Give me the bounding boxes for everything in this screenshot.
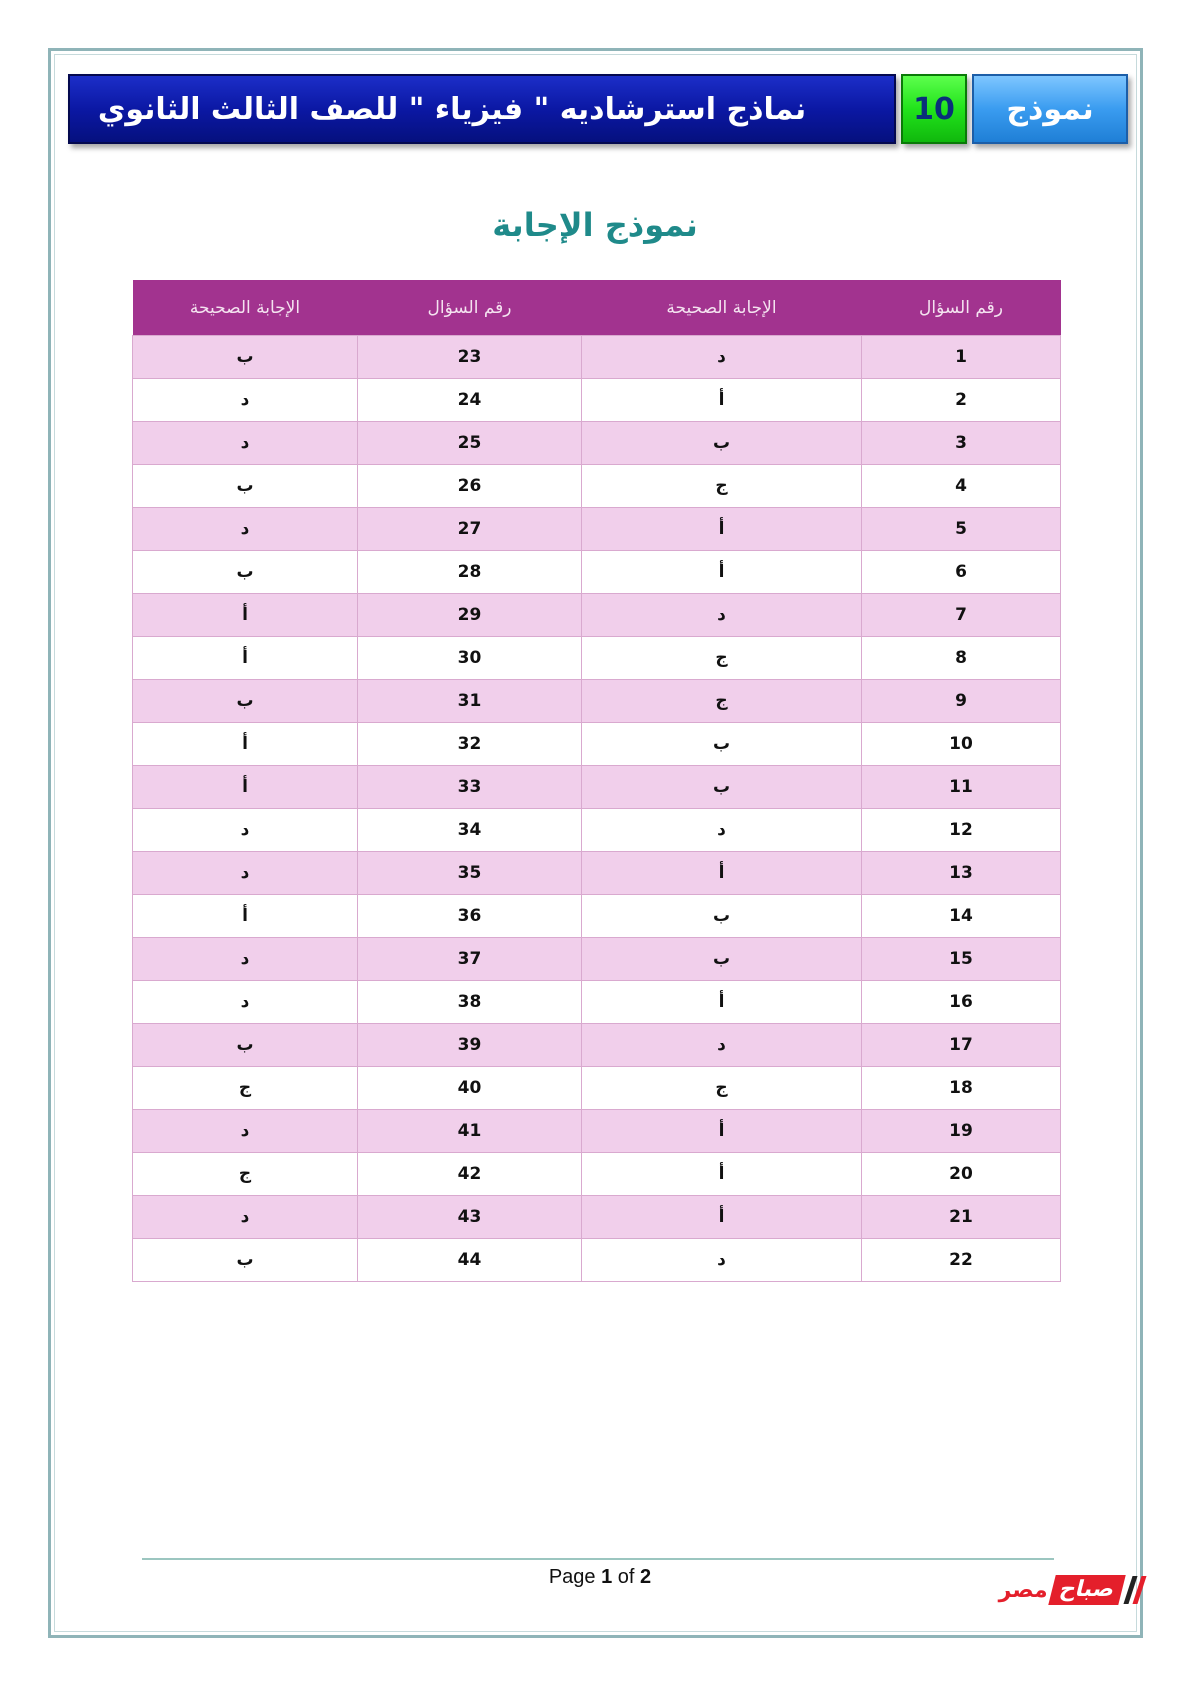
- page-current: 1: [601, 1566, 613, 1588]
- answer-key-heading: نموذج الإجابة: [492, 206, 698, 244]
- question-number-cell: 28: [358, 551, 582, 594]
- table-row: [133, 1110, 1061, 1153]
- correct-answer-cell: د: [582, 1239, 862, 1282]
- correct-answer-cell: ب: [133, 680, 358, 723]
- table-row: [133, 1067, 1061, 1110]
- correct-answer-cell: أ: [133, 895, 358, 938]
- question-number-cell: 44: [358, 1239, 582, 1282]
- table-row: [133, 981, 1061, 1024]
- sabah-masr-logo: [952, 1572, 1142, 1608]
- correct-answer-cell: ب: [133, 465, 358, 508]
- question-number-cell: 6: [862, 551, 1061, 594]
- question-number-cell: 34: [358, 809, 582, 852]
- question-number-cell: 13: [862, 852, 1061, 895]
- question-number-cell: 5: [862, 508, 1061, 551]
- header-correct-answer: الإجابة الصحيحة: [133, 280, 358, 336]
- question-number-cell: 12: [862, 809, 1061, 852]
- correct-answer-cell: ب: [133, 1239, 358, 1282]
- table-row: [133, 895, 1061, 938]
- correct-answer-cell: ج: [582, 465, 862, 508]
- table-row: [133, 1239, 1061, 1282]
- correct-answer-cell: ج: [133, 1067, 358, 1110]
- correct-answer-cell: أ: [133, 723, 358, 766]
- question-number-cell: 4: [862, 465, 1061, 508]
- correct-answer-cell: ب: [582, 895, 862, 938]
- header-question-number: رقم السؤال: [358, 280, 582, 336]
- document-title: نماذج استرشاديه " فيزياء " للصف الثالث الثانوي: [68, 74, 896, 144]
- question-number-cell: 17: [862, 1024, 1061, 1067]
- model-label-badge: نموذج: [972, 74, 1128, 144]
- question-number-cell: 42: [358, 1153, 582, 1196]
- question-number-cell: 31: [358, 680, 582, 723]
- question-number-cell: 9: [862, 680, 1061, 723]
- table-row: [133, 1153, 1061, 1196]
- correct-answer-cell: د: [582, 809, 862, 852]
- question-number-cell: 8: [862, 637, 1061, 680]
- correct-answer-cell: أ: [582, 1196, 862, 1239]
- table-row: [133, 594, 1061, 637]
- correct-answer-cell: أ: [582, 551, 862, 594]
- correct-answer-cell: أ: [133, 594, 358, 637]
- question-number-cell: 32: [358, 723, 582, 766]
- question-number-cell: 23: [358, 336, 582, 379]
- correct-answer-cell: ب: [582, 766, 862, 809]
- table-row: [133, 680, 1061, 723]
- question-number-cell: 20: [862, 1153, 1061, 1196]
- correct-answer-cell: أ: [582, 981, 862, 1024]
- table-row: [133, 422, 1061, 465]
- correct-answer-cell: د: [582, 336, 862, 379]
- question-number-cell: 19: [862, 1110, 1061, 1153]
- table-row: [133, 938, 1061, 981]
- question-number-cell: 2: [862, 379, 1061, 422]
- table-row: [133, 379, 1061, 422]
- question-number-cell: 25: [358, 422, 582, 465]
- question-number-cell: 26: [358, 465, 582, 508]
- page-indicator: [500, 1566, 700, 1589]
- logo-masr-text: مصر: [998, 1577, 1048, 1603]
- table-row: [133, 336, 1061, 379]
- logo-sabah-text: صباح: [1048, 1575, 1126, 1605]
- answer-table-body: [133, 336, 1061, 1282]
- table-row: [133, 1196, 1061, 1239]
- question-number-cell: 40: [358, 1067, 582, 1110]
- answer-table: [132, 280, 1061, 1282]
- correct-answer-cell: أ: [582, 1110, 862, 1153]
- correct-answer-cell: ج: [582, 637, 862, 680]
- correct-answer-cell: ب: [133, 551, 358, 594]
- header-question-number: رقم السؤال: [862, 280, 1061, 336]
- table-row: [133, 465, 1061, 508]
- correct-answer-cell: د: [133, 379, 358, 422]
- question-number-cell: 24: [358, 379, 582, 422]
- correct-answer-cell: د: [133, 508, 358, 551]
- question-number-cell: 1: [862, 336, 1061, 379]
- question-number-cell: 41: [358, 1110, 582, 1153]
- question-number-cell: 11: [862, 766, 1061, 809]
- page-prefix: Page: [548, 1566, 596, 1588]
- correct-answer-cell: ب: [582, 938, 862, 981]
- question-number-cell: 21: [862, 1196, 1061, 1239]
- table-row: [133, 1024, 1061, 1067]
- correct-answer-cell: ج: [582, 680, 862, 723]
- question-number-cell: 33: [358, 766, 582, 809]
- correct-answer-cell: أ: [582, 852, 862, 895]
- correct-answer-cell: ج: [133, 1153, 358, 1196]
- question-number-cell: 10: [862, 723, 1061, 766]
- correct-answer-cell: ب: [582, 723, 862, 766]
- table-row: [133, 852, 1061, 895]
- question-number-cell: 30: [358, 637, 582, 680]
- footer-divider: [142, 1558, 1054, 1560]
- page-of: of: [617, 1566, 635, 1588]
- question-number-cell: 29: [358, 594, 582, 637]
- correct-answer-cell: د: [133, 809, 358, 852]
- correct-answer-cell: د: [133, 1196, 358, 1239]
- question-number-cell: 27: [358, 508, 582, 551]
- page-total: 2: [640, 1566, 652, 1588]
- correct-answer-cell: ج: [582, 1067, 862, 1110]
- correct-answer-cell: ب: [582, 422, 862, 465]
- question-number-cell: 37: [358, 938, 582, 981]
- question-number-cell: 3: [862, 422, 1061, 465]
- table-row: [133, 637, 1061, 680]
- question-number-cell: 36: [358, 895, 582, 938]
- correct-answer-cell: د: [133, 938, 358, 981]
- question-number-cell: 43: [358, 1196, 582, 1239]
- correct-answer-cell: د: [133, 852, 358, 895]
- question-number-cell: 38: [358, 981, 582, 1024]
- table-row: [133, 508, 1061, 551]
- correct-answer-cell: د: [133, 981, 358, 1024]
- header-banner: [68, 74, 1128, 144]
- table-row: [133, 809, 1061, 852]
- table-row: [133, 551, 1061, 594]
- correct-answer-cell: أ: [133, 766, 358, 809]
- correct-answer-cell: أ: [582, 379, 862, 422]
- correct-answer-cell: د: [582, 594, 862, 637]
- correct-answer-cell: أ: [582, 1153, 862, 1196]
- logo-slashes-icon: [1128, 1576, 1142, 1604]
- question-number-cell: 22: [862, 1239, 1061, 1282]
- question-number-cell: 7: [862, 594, 1061, 637]
- correct-answer-cell: د: [133, 1110, 358, 1153]
- correct-answer-cell: د: [133, 422, 358, 465]
- model-number-badge: 10: [901, 74, 967, 144]
- question-number-cell: 18: [862, 1067, 1061, 1110]
- correct-answer-cell: ب: [133, 336, 358, 379]
- correct-answer-cell: ب: [133, 1024, 358, 1067]
- correct-answer-cell: أ: [582, 508, 862, 551]
- table-header-row: [133, 280, 1061, 336]
- question-number-cell: 16: [862, 981, 1061, 1024]
- correct-answer-cell: أ: [133, 637, 358, 680]
- correct-answer-cell: د: [582, 1024, 862, 1067]
- table-row: [133, 766, 1061, 809]
- question-number-cell: 15: [862, 938, 1061, 981]
- table-row: [133, 723, 1061, 766]
- question-number-cell: 14: [862, 895, 1061, 938]
- header-correct-answer: الإجابة الصحيحة: [582, 280, 862, 336]
- question-number-cell: 35: [358, 852, 582, 895]
- question-number-cell: 39: [358, 1024, 582, 1067]
